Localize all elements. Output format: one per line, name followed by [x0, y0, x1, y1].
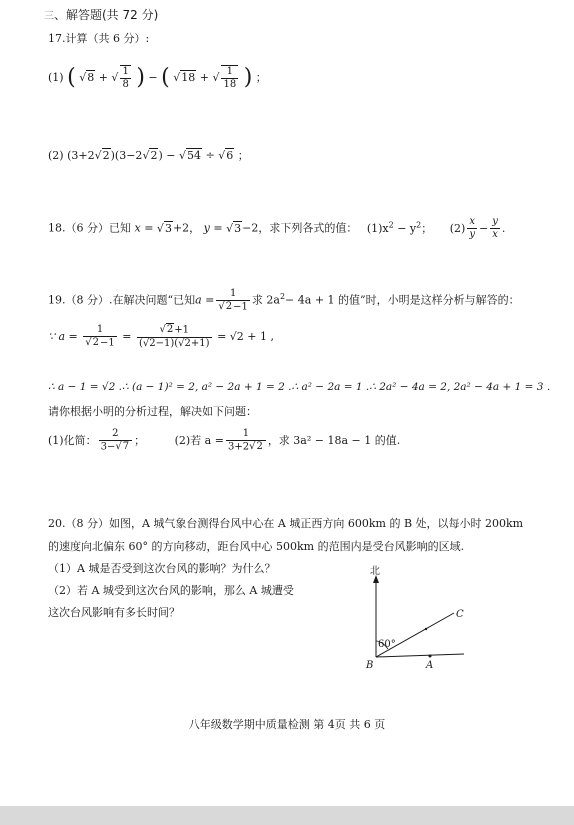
sqrt-frac-18: √ $\frac{1}{18}$ — [212, 66, 237, 90]
typhoon-diagram-svg — [360, 565, 480, 675]
point-b-label: B — [366, 660, 374, 671]
path-marker — [425, 628, 427, 630]
bottom-band — [0, 806, 574, 825]
q19-line3: ∴ a − 1 = √2 .∴ (a − 1)² = 2, a² − 2a + 1 = 2 .∴ a² − 2a = 1 .∴ 2a² − 4a = 2, 2a² − 4a + 1 = 3 . — [48, 381, 551, 393]
typhoon-diagram — [360, 565, 480, 675]
q20-line3: （1）A 城是否受到这次台风的影响？为什么？ — [48, 562, 276, 575]
sqrt-frac: √ $\frac{1}{8}$ — [111, 66, 129, 90]
q18: 18.（6 分）已知 x = √3+2， y = √3−2，求下列各式的值： $(1)x^2 - y^2$； (2) $\frac{x}{y}$ − $\frac{y}{x}$ . — [48, 216, 506, 241]
q17-part1: (1) ( √8 + √ $\frac{1}{8}$ ) − ( √18 + √ $\frac{1}{18}$ ) ； — [48, 60, 267, 96]
section-heading — [44, 8, 158, 24]
point-a-label: A — [426, 660, 434, 671]
angle-label: 60° — [378, 639, 396, 650]
right-paren: ) — [243, 65, 253, 90]
q17-part2: (2) (3+2√2)(3−2√2) − √54 ÷ √6 ； — [48, 149, 249, 162]
q20-line5: 这次台风影响有多长时间？ — [48, 606, 180, 619]
q20-line1: 20.（8 分）如图，A 城气象台测得台风中心在 A 城正西方向 600km 的 B 处，以每小时 200km — [48, 517, 524, 530]
q17-p1-label: (1) — [48, 71, 64, 84]
right-paren: ) — [136, 65, 145, 90]
north-label: 北 — [370, 566, 380, 577]
q20-line2: 的速度向北偏东 60° 的方向移动，距台风中心 500km 的范围内是受台风影响的区域. — [48, 540, 465, 553]
q19-parts: (1)化简： $\frac{2}{3-√7}$ ； (2)若 a = $\frac{1}{3+2√2}$ ，求 3a² − 18a − 1 的值. — [48, 428, 401, 453]
sqrt-18: √18 — [173, 71, 196, 84]
line-ba — [376, 654, 464, 657]
q19-line4: 请你根据小明的分析过程，解决如下问题： — [48, 405, 257, 418]
point-a-dot — [429, 655, 432, 658]
section-heading-text: 、解答题(共 72 分) — [54, 8, 159, 22]
q17-label: 17.计算（共 6 分）: — [48, 32, 150, 45]
left-paren: ( — [161, 65, 170, 90]
q17-p2-label: (2) — [48, 149, 64, 162]
path-bc — [376, 613, 454, 657]
q19-line1: 19.（8 分）.在解决问题“已知a = $\frac{1}{√2-1}$ 求 $2a^2- 4a + 1$ 的值”时，小明是这样分析与解答的： — [48, 287, 520, 313]
sqrt-8: √8 — [79, 71, 95, 84]
point-c-label: C — [456, 609, 464, 620]
q20-line4: （2）若 A 城受到这次台风的影响，那么 A 城遭受 — [48, 584, 294, 597]
section-corner-mark: 三 — [44, 11, 54, 22]
q19-line2: ∵ a = $\frac{1}{√2-1}$ = $\frac{√2+1}{(√2-1)(√2+1)}$ = √2 + 1 , — [48, 324, 274, 349]
left-paren: ( — [67, 65, 76, 90]
page-footer: 八年级数学期中质量检测 第 4页 共 6 页 — [188, 718, 386, 731]
